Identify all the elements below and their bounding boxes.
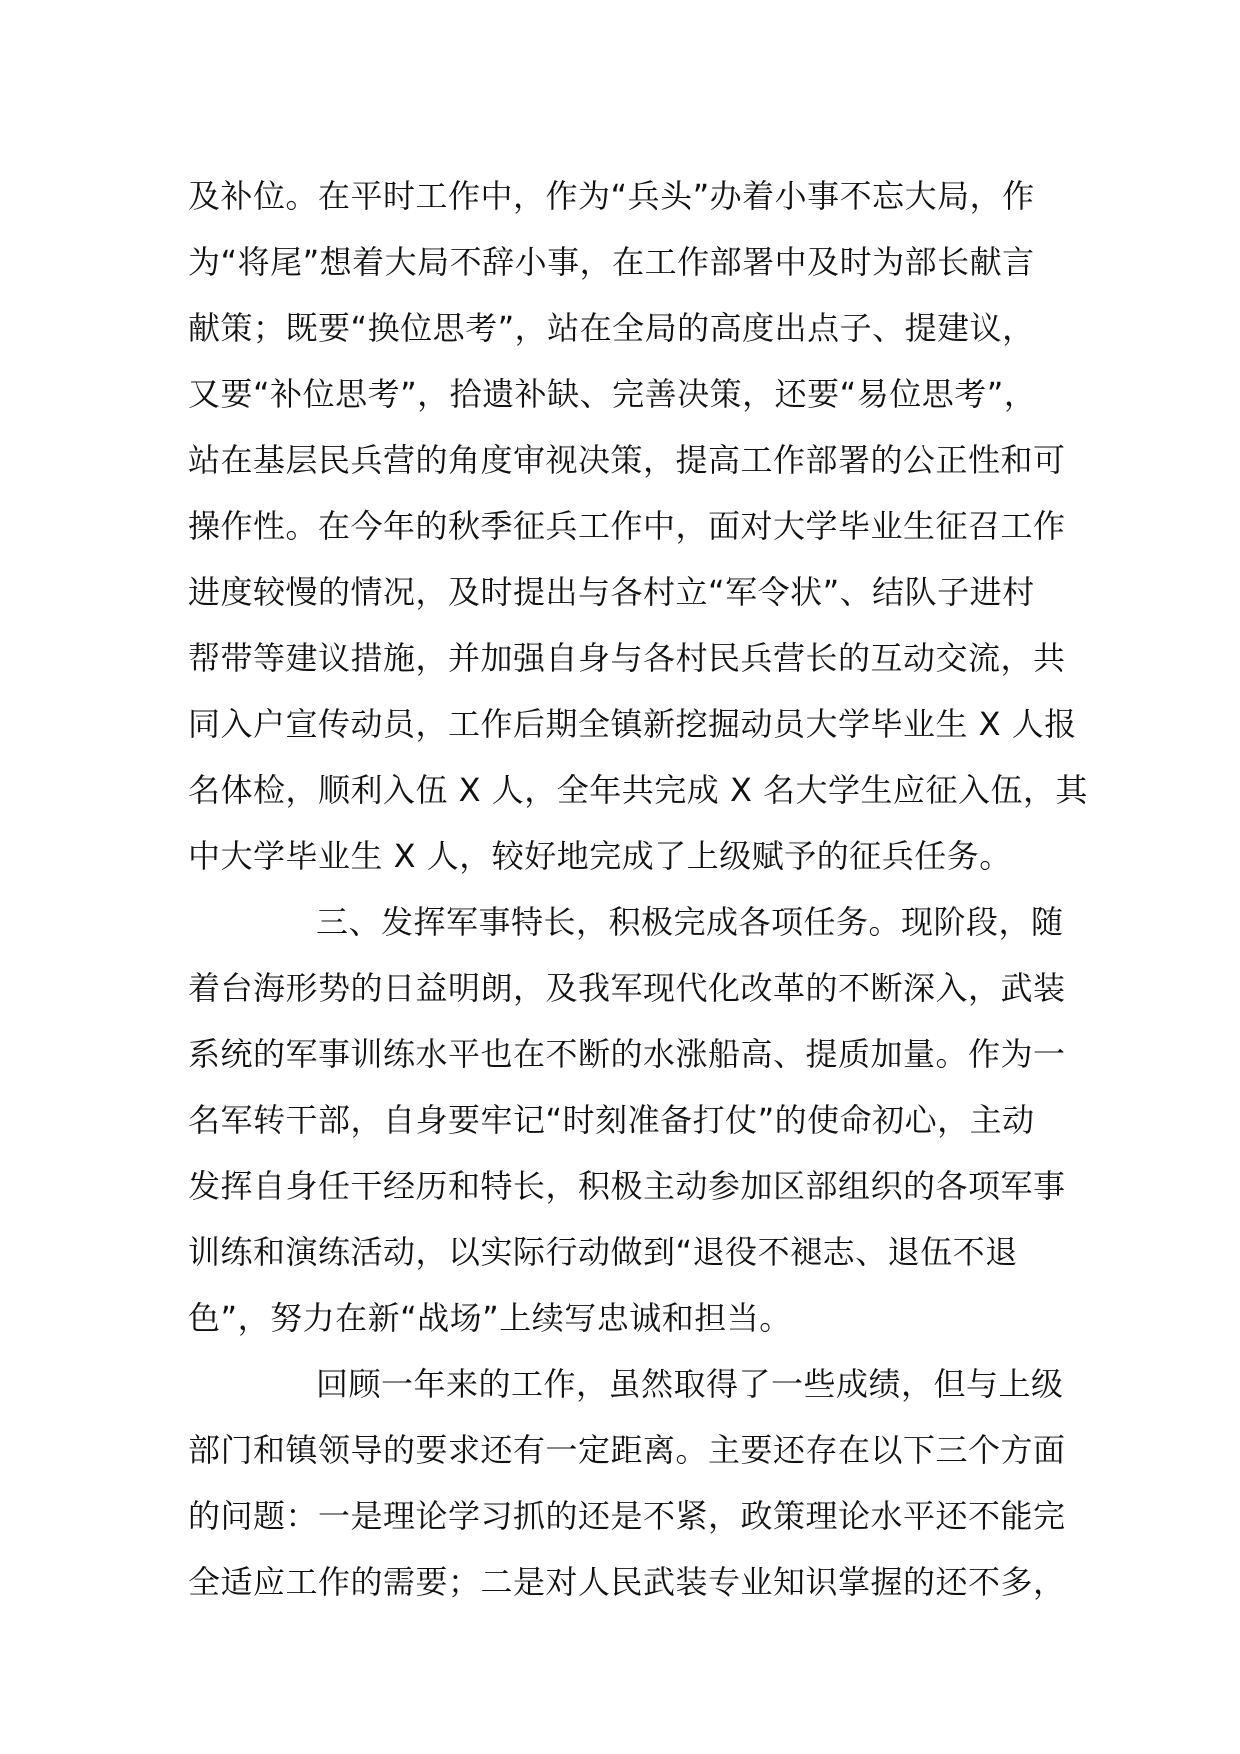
text-line: 站在基层民兵营的角度审视决策，提高工作部署的公正性和可: [188, 441, 1066, 479]
paragraph-start-line: 三、发挥军事特长，积极完成各项任务。现阶段，随: [316, 903, 1064, 941]
text-line: 部门和镇领导的要求还有一定距离。主要还存在以下三个方面: [188, 1431, 1066, 1469]
text-line: 着台海形势的日益明朗，及我军现代化改革的不断深入，武装: [188, 969, 1066, 1007]
text-line: 又要“补位思考”，拾遗补缺、完善决策，还要“易位思考”，: [188, 375, 1037, 413]
text-line: 全适应工作的需要；二是对人民武装专业知识掌握的还不多，: [188, 1563, 1066, 1601]
text-line: 操作性。在今年的秋季征兵工作中，面对大学毕业生征召工作: [188, 507, 1066, 545]
text-line: 同入户宣传动员，工作后期全镇新挖掘动员大学毕业生 X 人报: [188, 705, 1077, 743]
paragraph-start-line: 回顾一年来的工作，虽然取得了一些成绩，但与上级: [316, 1365, 1064, 1403]
text-line: 色”，努力在新“战场”上续写忠诚和担当。: [188, 1299, 792, 1337]
text-line: 发挥自身任干经历和特长，积极主动参加区部组织的各项军事: [188, 1167, 1066, 1205]
text-line: 献策；既要“换位思考”，站在全局的高度出点子、提建议，: [188, 309, 1035, 347]
text-line: 系统的军事训练水平也在不断的水涨船高、提质加量。作为一: [188, 1035, 1066, 1073]
text-line: 训练和演练活动，以实际行动做到“退役不褪志、退伍不退: [188, 1233, 1018, 1271]
text-line: 帮带等建议措施，并加强自身与各村民兵营长的互动交流，共: [188, 639, 1066, 677]
text-line: 的问题：一是理论学习抓的还是不紧，政策理论水平还不能完: [188, 1497, 1066, 1535]
text-line: 名军转干部，自身要牢记“时刻准备打仗”的使命初心，主动: [188, 1101, 1035, 1139]
text-line: 及补位。在平时工作中，作为“兵头”办着小事不忘大局，作: [188, 177, 1035, 215]
text-line: 中大学毕业生 X 人，较好地完成了上级赋予的征兵任务。: [188, 837, 1012, 875]
text-line: 为“将尾”想着大局不辞小事，在工作部署中及时为部长献言: [188, 243, 1035, 281]
text-line: 名体检，顺利入伍 X 人，全年共完成 X 名大学生应征入伍，其: [188, 771, 1089, 809]
text-line: 进度较慢的情况，及时提出与各村立“军令状”、结队子进村: [188, 573, 1035, 611]
